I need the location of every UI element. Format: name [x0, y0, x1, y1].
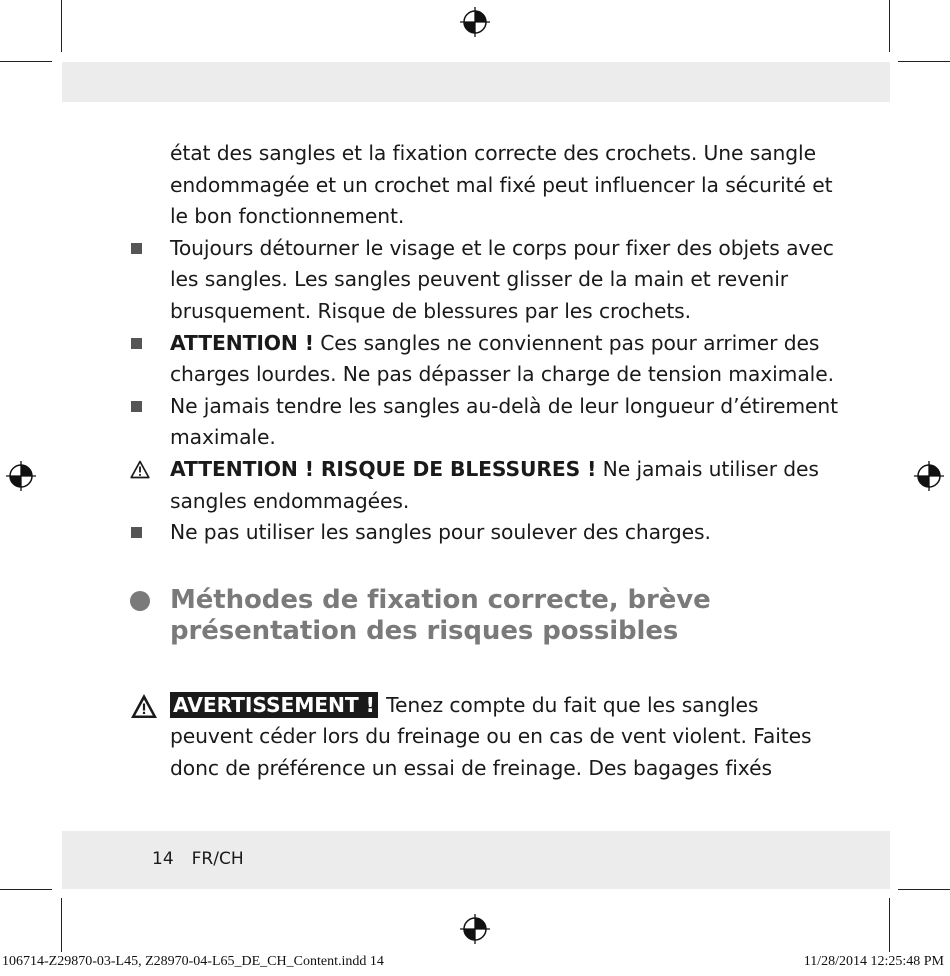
language-code: FR/CH: [191, 849, 244, 869]
list-item-warning: [130, 454, 842, 517]
paragraph-text: état des sangles et la fixation correcte des crochets. Une sangle endommagée et un crochet mal fixé peut influencer la sécurité et le bon fonctionnement.: [170, 141, 833, 229]
list-item-text: Ne jamais tendre les sangles au-delà de leur longueur d’étirement maximale.: [170, 393, 838, 450]
crop-mark: [61, 898, 62, 952]
list-item-text: Ne jamais utiliser des sangles endommagées.: [170, 456, 819, 513]
crop-mark: [0, 61, 52, 62]
list-item: [130, 517, 842, 549]
header-band: [62, 62, 890, 102]
slug-filename: 106714-Z29870-03-L45, Z28970-04-L65_DE_CH_Content.indd 14: [2, 954, 384, 969]
registration-mark-icon: [460, 914, 490, 944]
crop-mark: [889, 898, 890, 952]
warning-text: Tenez compte du fait que les sangles peuvent céder lors du freinage ou en cas de vent violent. Faites donc de préférence un essai de freinage. Des bagages fixés: [170, 692, 812, 780]
crop-mark: [898, 889, 950, 890]
list-item-text: Ne pas utiliser les sangles pour soulever des charges.: [170, 520, 711, 545]
registration-mark-icon: [6, 461, 36, 491]
warning-triangle-filled-icon: [130, 690, 158, 722]
bullet-square-icon: [130, 391, 158, 423]
injury-warning-label: ATTENTION ! RISQUE DE BLESSURES !: [170, 456, 597, 481]
warning-triangle-icon: [130, 454, 158, 486]
heading-bullet-icon: [130, 591, 150, 611]
avertissement-label: AVERTISSEMENT !: [170, 692, 378, 718]
list-item-text: Ces sangles ne conviennent pas pour arrimer des charges lourdes. Ne pas dépasser la charge de tension maximale.: [170, 330, 834, 387]
crop-mark: [0, 889, 52, 890]
list-item: [130, 391, 842, 454]
slug-datetime: 11/28/2014 12:25:48 PM: [803, 954, 944, 969]
registration-mark-icon: [914, 461, 944, 491]
section-heading: [130, 585, 842, 647]
list-item: [130, 233, 842, 328]
crop-mark: [61, 0, 62, 52]
page-number: 14: [152, 849, 174, 869]
list-item: [130, 328, 842, 391]
section-heading-text: Méthodes de fixation correcte, brève présentation des risques possibles: [170, 584, 711, 646]
bullet-square-icon: [130, 233, 158, 265]
attention-label: ATTENTION !: [170, 330, 314, 355]
crop-mark: [898, 61, 950, 62]
warning-block: [130, 690, 842, 785]
bullet-square-icon: [130, 328, 158, 360]
paragraph-continued: [130, 138, 842, 233]
bullet-square-icon: [130, 517, 158, 549]
page-footer: [152, 849, 262, 869]
crop-mark: [889, 0, 890, 52]
page-content: [130, 138, 842, 785]
list-item-text: Toujours détourner le visage et le corps pour fixer des objets avec les sangles. Les sangles peuvent glisser de la main et revenir brusquement. Risque de blessures par les crochets.: [170, 235, 834, 323]
registration-mark-icon: [460, 7, 490, 37]
